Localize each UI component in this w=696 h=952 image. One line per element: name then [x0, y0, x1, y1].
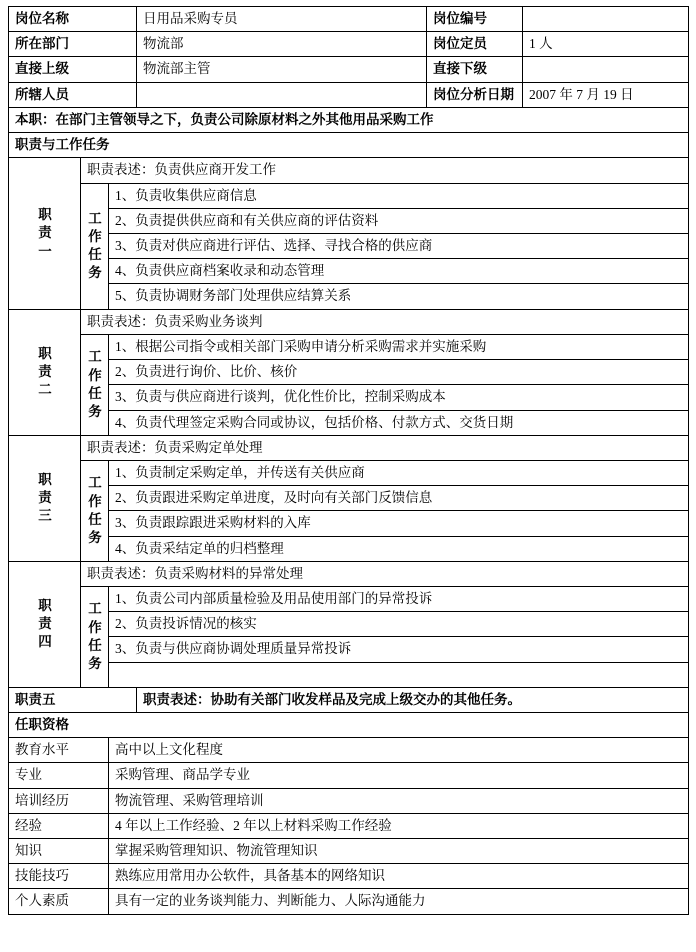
- task-label-4-c3: 任: [88, 637, 102, 653]
- table-row: [9, 208, 689, 233]
- task-label-2-c1: 工: [88, 349, 102, 365]
- qualification-label-skills: 技能技巧: [9, 864, 109, 889]
- duty-3-task-1: 1、负责制定采购定单，并传送有关供应商: [109, 460, 689, 485]
- duty-index-3: [9, 435, 81, 561]
- table-row: [9, 435, 689, 460]
- field-value-headcount: 1 人: [523, 32, 689, 57]
- duty-index-3-c1: 职: [38, 471, 52, 487]
- duty-description-2: 职责表述：负责采购业务谈判: [81, 309, 689, 334]
- field-label-analysis-date: 岗位分析日期: [427, 82, 523, 107]
- section-title-duties: 职责与工作任务: [9, 133, 689, 158]
- field-label-supervisor: 直接上级: [9, 57, 137, 82]
- duty-index-3-c3: 三: [38, 508, 52, 524]
- table-row: [9, 561, 689, 586]
- section-title-qualification: 任职资格: [9, 712, 689, 737]
- table-row: [9, 587, 689, 612]
- qualification-value-education: 高中以上文化程度: [109, 738, 689, 763]
- table-row: [9, 864, 689, 889]
- duty-1-task-5: 5、负责协调财务部门处理供应结算关系: [109, 284, 689, 309]
- table-row: [9, 82, 689, 107]
- table-row: [9, 385, 689, 410]
- table-row: [9, 486, 689, 511]
- qualification-label-major: 专业: [9, 763, 109, 788]
- qualification-value-knowledge: 掌握采购管理知识、物流管理知识: [109, 839, 689, 864]
- duty-index-2: [9, 309, 81, 435]
- duty-index-1-c2: 责: [38, 225, 52, 241]
- field-label-headcount: 岗位定员: [427, 32, 523, 57]
- duty-2-task-4: 4、负责代理签定采购合同或协议，包括价格、付款方式、交货日期: [109, 410, 689, 435]
- main-duty-statement: 本职：在部门主管领导之下，负责公司除原材料之外其他用品采购工作: [9, 107, 689, 132]
- task-label-1-c3: 任: [88, 247, 102, 263]
- duty-description-1: 职责表述：负责供应商开发工作: [81, 158, 689, 183]
- qualification-label-personal-quality: 个人素质: [9, 889, 109, 914]
- duty-index-1-c1: 职: [38, 207, 52, 223]
- duty-4-task-1: 1、负责公司内部质量检验及用品使用部门的异常投诉: [109, 587, 689, 612]
- task-label-2-c3: 任: [88, 385, 102, 401]
- field-label-job-code: 岗位编号: [427, 7, 523, 32]
- task-label-1-c4: 务: [88, 265, 102, 281]
- field-label-department: 所在部门: [9, 32, 137, 57]
- task-label-3-c4: 务: [88, 530, 102, 546]
- table-row: [9, 360, 689, 385]
- table-row: [9, 259, 689, 284]
- table-row: [9, 410, 689, 435]
- table-row: [9, 536, 689, 561]
- task-label-1-c1: 工: [88, 210, 102, 226]
- table-row: [9, 183, 689, 208]
- duty-1-task-1: 1、负责收集供应商信息: [109, 183, 689, 208]
- duty-3-task-3: 3、负责跟踪跟进采购材料的入库: [109, 511, 689, 536]
- table-row: [9, 32, 689, 57]
- duty-2-task-2: 2、负责进行询价、比价、核价: [109, 360, 689, 385]
- duty-index-3-c2: 责: [38, 490, 52, 506]
- table-row: [9, 107, 689, 132]
- duty-index-4-c1: 职: [38, 597, 52, 613]
- duty-1-task-2: 2、负责提供供应商和有关供应商的评估资料: [109, 208, 689, 233]
- task-label-1-c2: 作: [88, 228, 102, 244]
- duty-description-5: 职责表述：协助有关部门收发样品及完成上级交办的其他任务。: [137, 687, 689, 712]
- duty-description-4: 职责表述：负责采购材料的异常处理: [81, 561, 689, 586]
- table-row: [9, 637, 689, 662]
- task-label-3-c3: 任: [88, 511, 102, 527]
- field-value-job-title: 日用品采购专员: [137, 7, 427, 32]
- task-label-1: [81, 183, 109, 309]
- duty-3-task-2: 2、负责跟进采购定单进度，及时向有关部门反馈信息: [109, 486, 689, 511]
- table-row: [9, 158, 689, 183]
- task-label-3-c1: 工: [88, 475, 102, 491]
- qualification-label-knowledge: 知识: [9, 839, 109, 864]
- task-label-3: [81, 460, 109, 561]
- qualification-value-experience: 4 年以上工作经验、2 年以上材料采购工作经验: [109, 813, 689, 838]
- duty-index-2-c2: 责: [38, 364, 52, 380]
- table-row: [9, 813, 689, 838]
- duty-index-5: 职责五: [9, 687, 137, 712]
- field-label-subordinate: 直接下级: [427, 57, 523, 82]
- table-row: [9, 612, 689, 637]
- task-label-4: [81, 587, 109, 688]
- qualification-value-skills: 熟练应用常用办公软件，具备基本的网络知识: [109, 864, 689, 889]
- table-row: [9, 57, 689, 82]
- qualification-value-training: 物流管理、采购管理培训: [109, 788, 689, 813]
- task-label-2-c2: 作: [88, 367, 102, 383]
- table-row: [9, 788, 689, 813]
- field-label-managed-staff: 所辖人员: [9, 82, 137, 107]
- table-row: [9, 133, 689, 158]
- field-label-job-title: 岗位名称: [9, 7, 137, 32]
- qualification-label-training: 培训经历: [9, 788, 109, 813]
- job-description-table: [8, 6, 689, 915]
- table-row: [9, 738, 689, 763]
- duty-4-task-4: [109, 662, 689, 687]
- duty-4-task-2: 2、负责投诉情况的核实: [109, 612, 689, 637]
- duty-index-1: [9, 158, 81, 309]
- duty-2-task-3: 3、负责与供应商进行谈判，优化性价比，控制采购成本: [109, 385, 689, 410]
- table-row: [9, 511, 689, 536]
- table-row: [9, 889, 689, 914]
- duty-1-task-3: 3、负责对供应商进行评估、选择、寻找合格的供应商: [109, 233, 689, 258]
- table-row: [9, 7, 689, 32]
- qualification-value-personal-quality: 具有一定的业务谈判能力、判断能力、人际沟通能力: [109, 889, 689, 914]
- table-row: [9, 284, 689, 309]
- duty-description-3: 职责表述：负责采购定单处理: [81, 435, 689, 460]
- field-value-managed-staff: [137, 82, 427, 107]
- table-row: [9, 687, 689, 712]
- task-label-2-c4: 务: [88, 404, 102, 419]
- table-row: [9, 334, 689, 359]
- table-row: [9, 460, 689, 485]
- duty-index-2-c3: 二: [38, 382, 52, 398]
- duty-4-task-3: 3、负责与供应商协调处理质量异常投诉: [109, 637, 689, 662]
- field-value-department: 物流部: [137, 32, 427, 57]
- task-label-4-c4: 务: [88, 656, 102, 672]
- table-row: [9, 662, 689, 687]
- duty-3-task-4: 4、负责采结定单的归档整理: [109, 536, 689, 561]
- field-value-subordinate: [523, 57, 689, 82]
- duty-index-1-c3: 一: [38, 243, 52, 259]
- table-row: [9, 233, 689, 258]
- task-label-2: [81, 334, 109, 435]
- task-label-4-c1: 工: [88, 601, 102, 617]
- field-value-supervisor: 物流部主管: [137, 57, 427, 82]
- duty-1-task-4: 4、负责供应商档案收录和动态管理: [109, 259, 689, 284]
- task-label-4-c2: 作: [88, 619, 102, 635]
- table-row: [9, 763, 689, 788]
- table-row: [9, 309, 689, 334]
- table-row: [9, 712, 689, 737]
- duty-index-2-c1: 职: [38, 345, 52, 361]
- duty-index-4: [9, 561, 81, 687]
- qualification-label-experience: 经验: [9, 813, 109, 838]
- field-value-analysis-date: 2007 年 7 月 19 日: [523, 82, 689, 107]
- qualification-label-education: 教育水平: [9, 738, 109, 763]
- duty-index-4-c2: 责: [38, 616, 52, 632]
- field-value-job-code: [523, 7, 689, 32]
- duty-index-4-c3: 四: [38, 634, 52, 650]
- duty-2-task-1: 1、根据公司指令或相关部门采购申请分析采购需求并实施采购: [109, 334, 689, 359]
- qualification-value-major: 采购管理、商品学专业: [109, 763, 689, 788]
- table-row: [9, 839, 689, 864]
- task-label-3-c2: 作: [88, 493, 102, 509]
